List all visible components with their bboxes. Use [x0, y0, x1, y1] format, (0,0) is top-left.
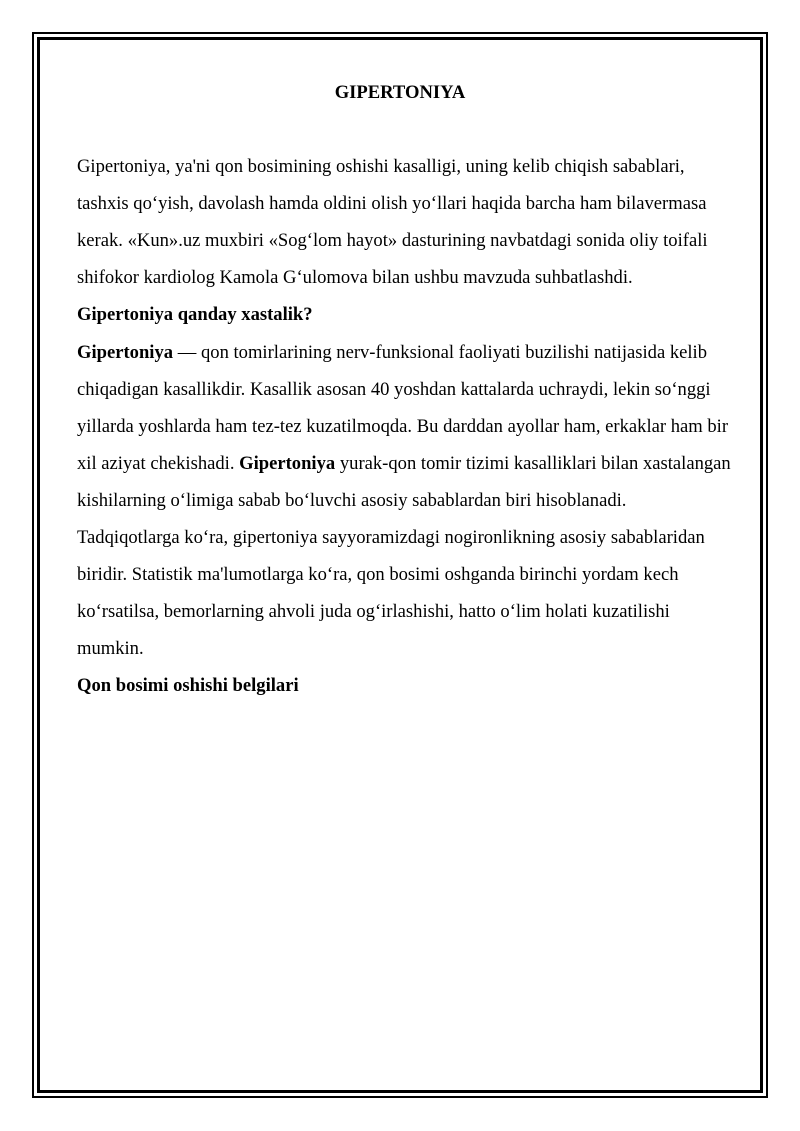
term-gipertoniya-2: Gipertoniya	[239, 452, 336, 474]
definition-text: — qon tomirlarining nerv-funksional faoliyati buzilishi natijasida kelib chiqadigan kasallikdir. Kasallik asosan 40 yoshdan kattalarda uchraydi, lekin so‘nggi yillarda yoshlarda ham tez-tez kuzatilmoqda. Bu darddan ayollar ham, erkaklar ham bir xil aziyat chekishadi.	[77, 341, 729, 474]
definition-paragraph	[77, 334, 737, 519]
document-body	[77, 74, 737, 705]
research-paragraph: Tadqiqotlarga ko‘ra, gipertoniya sayyoramizdagi nogironlikning asosiy sabablaridan biridir. Statistik ma'lumotlarga ko‘ra, qon bosimi oshganda birinchi yordam kech ko‘rsatilsa, bemorlarning ahvoli juda og‘irlashishi, hatto o‘lim holati kuzatilishi mumkin.	[77, 527, 705, 660]
definition-text-2: yurak-qon tomir tizimi kasalliklari bilan xastalangan kishilarning o‘limiga sabab bo‘luvchi asosiy sabablardan biri hisoblanadi.	[77, 452, 731, 511]
section-heading-2: Qon bosimi oshishi belgilari	[77, 675, 299, 697]
intro-paragraph: Gipertoniya, ya'ni qon bosimining oshishi kasalligi, uning kelib chiqish sabablari, tashxis qo‘yish, davolash hamda oldini olish yo‘llari haqida barcha ham bilavermasa kerak. «Kun».uz muxbiri «Sog‘lom hayot» dasturining navbatdagi sonida oliy toifali shifokor kardiolog Kamola G‘ulomova bilan ushbu mavzuda suhbatlashdi.	[77, 156, 708, 289]
term-gipertoniya: Gipertoniya	[77, 341, 174, 363]
document-title: GIPERTONIYA	[334, 82, 466, 103]
section-heading-1: Gipertoniya qanday xastalik?	[77, 304, 313, 326]
